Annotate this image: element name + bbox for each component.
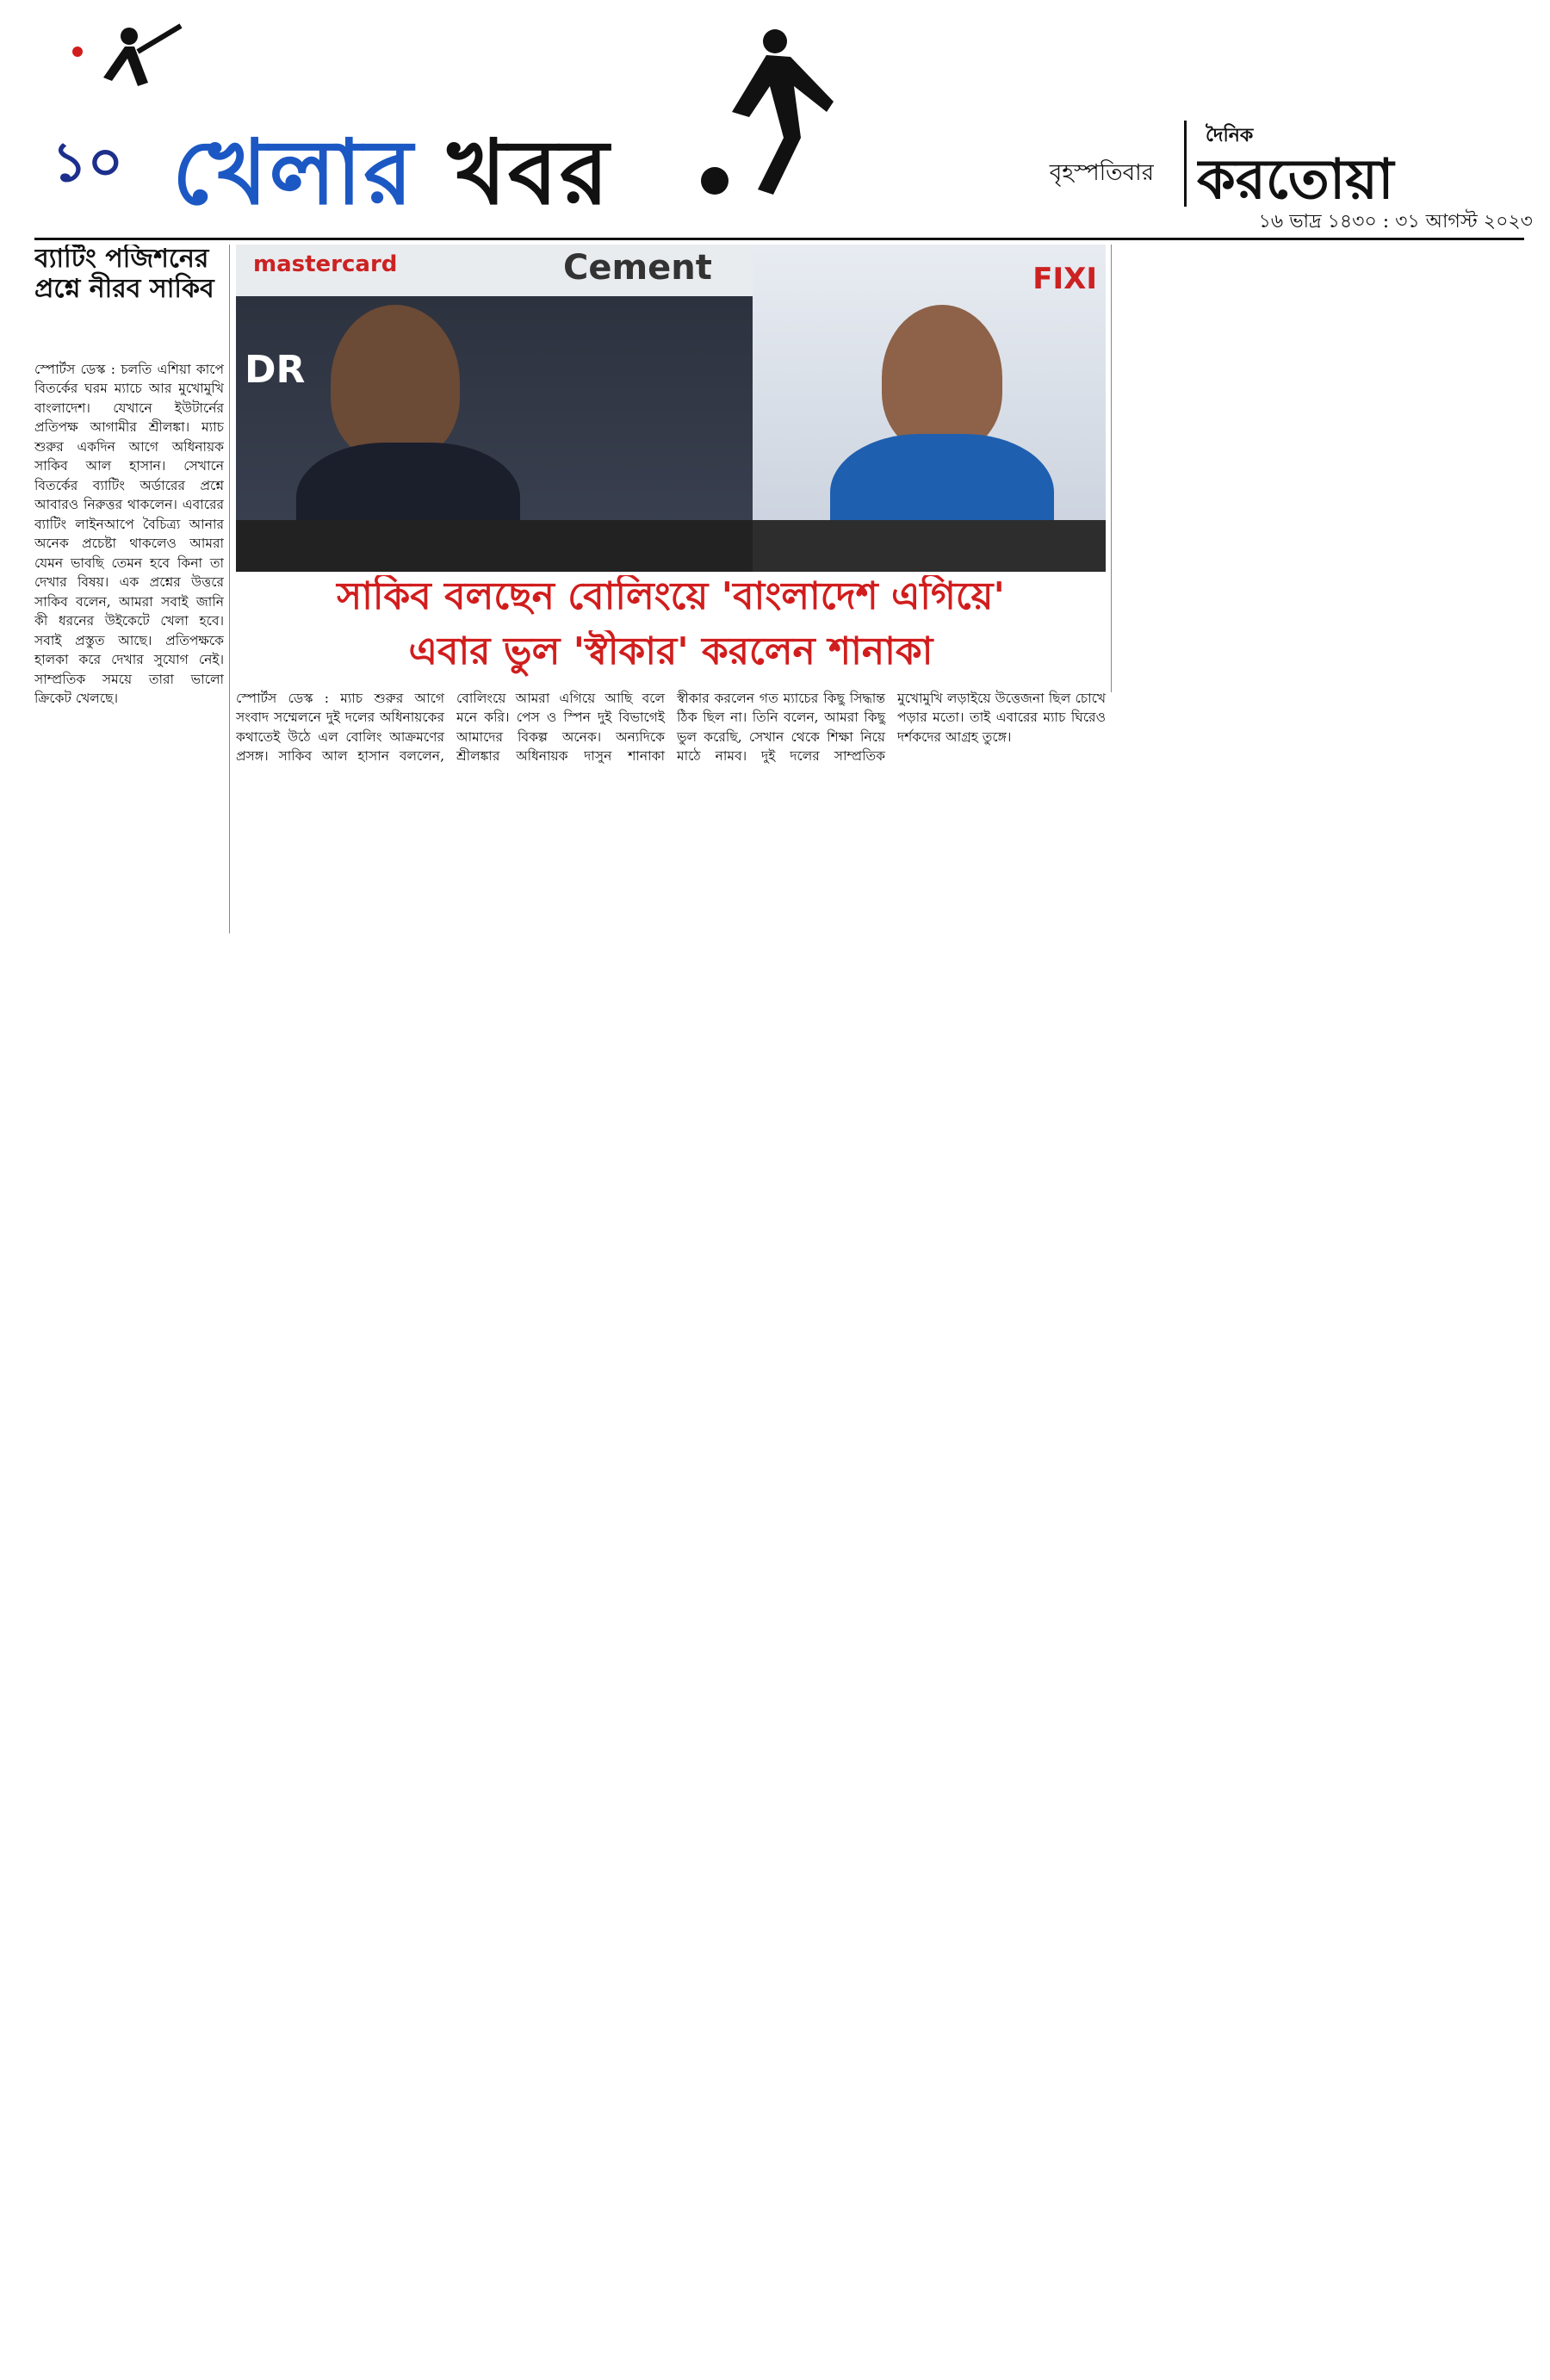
backdrop-text: FIXI bbox=[1032, 262, 1097, 296]
weekday: বৃহস্পতিবার bbox=[1049, 160, 1154, 186]
cricketer-icon bbox=[52, 17, 207, 121]
backdrop-text: Cement bbox=[563, 248, 712, 288]
footballer-icon bbox=[680, 17, 852, 207]
article-shakib-main: স্পোর্টস ডেস্ক : ম্যাচ শুরুর আগে সংবাদ সম্মেলনে দুই দলের অধিনায়কের কথাতেই উঠে এল বোলিং আক্রমণের প্রসঙ্গ। সাকিব আল হাসান বললেন, বোলিংয়ে আমরা এগিয়ে আছি বলে মনে করি। পেস ও স্পিন দুই বিভাগেই আমাদের বিকল্প অনেক। অন্যদিকে শ্রীলঙ্কার অধিনায়ক দাসুন শানাকা স্বীকার করলেন গত ম্যাচের কিছু সিদ্ধান্ত ঠিক ছিল না। তিনি বলেন, আমরা কিছু ভুল করেছি, সেখান থেকে শিক্ষা নিয়ে মাঠে নামব। দুই দলের সাম্প্রতিক মুখোমুখি লড়াইয়ে উত্তেজনা ছিল চোখে পড়ার মতো। তাই এবারের ম্যাচ ঘিরেও দর্শকদের আগ্রহ তুঙ্গে। bbox=[236, 691, 1106, 765]
section-title-part1: খেলার bbox=[172, 120, 415, 207]
dateline: ১৬ ভাদ্র ১৪৩০ : ৩১ আগস্ট ২০২৩ bbox=[1258, 211, 1533, 232]
section-title-part2: খবর bbox=[447, 120, 611, 207]
article-shakib-silent: স্পোর্টস ডেস্ক : চলতি এশিয়া কাপে বিতর্কের ঘরম ম্যাচে আর মুখোমুখি বাংলাদেশ। যেখানে ইউটার্নের প্রতিপক্ষ আগামীর শ্রীলঙ্কা। ম্যাচ শুরুর একদিন আগে অধিনায়ক সাকিব আল হাসান। সেখানে বিতর্কের ব্যাটিং অর্ডারের প্রশ্নে আবারও নিরুত্তর থাকলেন। এবারের ব্যাটিং লাইনআপে বৈচিত্র্য আনার অনেক প্রচেষ্টা থাকলেও আমরা যেমন ভাবছি তেমন হবে কিনা তা দেখার বিষয়। এক প্রশ্নের উত্তরে সাকিব বলেন, আমরা সবাই জানি কী ধরনের উইকেটে খেলা হবে। সবাই প্রস্তুত আছে। প্রতিপক্ষকে হালকা করে দেখার সুযোগ নেই। সাম্প্রতিক সময়ে তারা ভালো ক্রিকেট খেলছে। bbox=[34, 362, 224, 706]
photo-press-conference-shanaka bbox=[236, 245, 753, 572]
paper-prefix: দৈনিক bbox=[1206, 124, 1254, 146]
paper-name: করতোয়া bbox=[1197, 148, 1394, 207]
headline-shakib-silent: ব্যাটিং পজিশনের প্রশ্নে নীরব সাকিব bbox=[34, 245, 214, 304]
headline-shakib-main-2: এবার ভুল 'স্বীকার' করলেন শানাকা bbox=[408, 630, 933, 673]
backdrop-text: DR bbox=[245, 348, 306, 392]
page-number: ১০ bbox=[52, 131, 124, 189]
headline-shakib-main-1: সাকিব বলছেন বোলিংয়ে 'বাংলাদেশ এগিয়ে' bbox=[337, 575, 1005, 618]
photo-press-conference-shakib bbox=[753, 245, 1106, 572]
backdrop-text: mastercard bbox=[253, 251, 398, 277]
